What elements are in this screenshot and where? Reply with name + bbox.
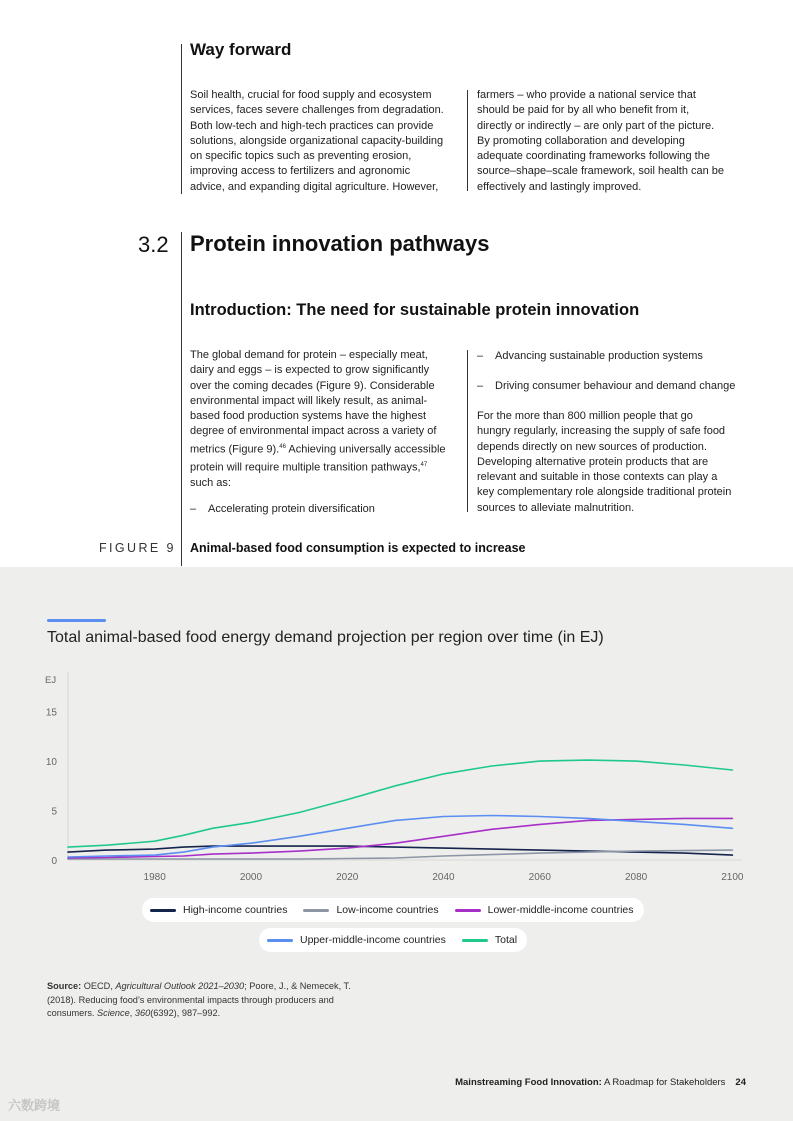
legend-item-high-income[interactable]: [150, 904, 287, 916]
text-line: Soil health, crucial for food supply and ecosystem: [190, 89, 432, 101]
text-line: hungry regularly, increasing the supply of safe food: [477, 425, 726, 438]
text-line: over the coming decades (Figure 9). Considerable: [190, 379, 435, 392]
text-line: based food production systems have the highest: [190, 410, 427, 423]
text-line: The global demand for protein – especially meat,: [190, 349, 428, 361]
x-tick-label: 1980: [143, 872, 166, 883]
text-line: sources to alleviate malnutrition.: [477, 501, 635, 514]
text-line: source–shape–scale framework, soil health can be: [477, 165, 725, 178]
legend-swatch: [303, 909, 329, 912]
text-fragment: metrics (Figure 9).: [190, 443, 280, 456]
legend-label: Lower-middle-income countries: [487, 904, 634, 916]
chart-title: Total animal-based food energy demand projection per region over time (in EJ): [47, 629, 604, 646]
page-footer: [455, 1077, 746, 1088]
legend-row-2: [259, 928, 527, 952]
dash-marker: –: [477, 380, 484, 392]
figure-label: FIGURE 9: [99, 541, 176, 555]
legend-swatch: [267, 939, 293, 942]
text-line: advice, and expanding digital agriculture. However,: [190, 180, 439, 193]
y-tick-label: 15: [45, 707, 57, 719]
section-number: 3.2: [138, 232, 169, 257]
dash-marker: –: [190, 503, 197, 515]
y-axis-label: EJ: [45, 675, 57, 686]
dash-marker: –: [477, 350, 484, 362]
text-fragment: protein will require multiple transition pathways,: [190, 461, 421, 474]
text-line: environmental impact will likely result, as animal-: [190, 394, 428, 407]
source-text: (6392), 987–992.: [150, 1008, 221, 1018]
text-line: such as:: [190, 476, 231, 489]
source-text: ; Poore, J., & Nemecek, T. (2018). Reducing food’s environmental impacts through producers and consumers.: [47, 981, 351, 1018]
legend-swatch: [462, 939, 488, 942]
y-tick-label: 10: [45, 757, 57, 769]
text-line: Both low-tech and high-tech practices can provide: [190, 119, 434, 132]
source-journal: Science: [97, 1008, 130, 1018]
text-line: For the more than 800 million people that go: [477, 410, 693, 422]
text-line: effectively and lastingly improved.: [477, 180, 642, 193]
text-line: directly or indirectly – are only part of the picture.: [477, 119, 715, 132]
text-line: on specific topics such as preventing erosion,: [190, 150, 412, 163]
text-line: improving access to fertilizers and agronomic: [190, 165, 411, 178]
footer-title-rest: A Roadmap for Stakeholders: [601, 1077, 726, 1088]
text-line: should be paid for by all who benefit from it,: [477, 104, 690, 117]
legend-label: High-income countries: [183, 904, 288, 916]
source-text: ,: [129, 1008, 135, 1018]
x-tick-label: 2060: [528, 872, 551, 883]
legend-item-upper-middle-income[interactable]: [267, 934, 446, 946]
text-line: farmers – who provide a national service that: [477, 89, 696, 101]
text-line: services, faces severe challenges from degradation.: [190, 104, 444, 117]
footer-title-bold: Mainstreaming Food Innovation:: [455, 1077, 602, 1088]
figure-source: [47, 980, 377, 1021]
legend-swatch: [150, 909, 176, 912]
page-number: 24: [735, 1077, 746, 1088]
footnote-ref-46[interactable]: 46: [279, 443, 286, 450]
x-tick-label: 2040: [432, 872, 455, 883]
y-tick-label: 5: [51, 806, 57, 818]
footnote-ref-47[interactable]: 47: [420, 461, 428, 468]
legend-item-low-income[interactable]: [303, 904, 438, 916]
text-line: Developing alternative protein products that are: [477, 455, 709, 468]
y-tick-label: 0: [51, 856, 57, 867]
series-line-total: [68, 760, 732, 847]
x-tick-label: 2020: [336, 872, 359, 883]
text-line: depends directly on new sources of production.: [477, 440, 707, 453]
source-label: Source:: [47, 981, 82, 991]
watermark-logo: 六数跨境: [8, 1098, 61, 1113]
source-text: OECD,: [81, 981, 116, 991]
introduction-heading: Introduction: The need for sustainable protein innovation: [190, 301, 640, 319]
legend-item-total[interactable]: [462, 934, 517, 946]
legend-label: Upper-middle-income countries: [300, 934, 446, 946]
legend-label: Total: [494, 934, 518, 946]
x-tick-label: 2000: [239, 872, 263, 883]
way-forward-heading: Way forward: [190, 40, 292, 59]
text-line: relevant and suitable in those contexts can play a: [477, 471, 718, 484]
text-line: By promoting collaboration and developing: [477, 134, 685, 147]
x-tick-label: 2080: [624, 872, 648, 883]
text-line: key complementary role alongside traditional protein: [477, 486, 732, 499]
section-title: Protein innovation pathways: [190, 231, 490, 256]
source-title: Agricultural Outlook 2021–2030: [115, 981, 245, 991]
bullet-text: Driving consumer behaviour and demand change: [495, 380, 736, 392]
legend-row-1: [142, 898, 644, 922]
legend-swatch: [455, 909, 481, 912]
figure-title: Animal-based food consumption is expected to increase: [190, 541, 526, 555]
text-line: dairy and eggs – is expected to grow significantly: [190, 364, 430, 377]
text-fragment: Achieving universally accessible: [285, 443, 446, 456]
source-volume: 360: [134, 1008, 151, 1018]
bullet-text: Accelerating protein diversification: [208, 503, 375, 515]
legend-label: Low-income countries: [336, 904, 439, 916]
text-line: solutions, alongside organizational capacity-building: [190, 134, 444, 147]
text-line: degree of environmental impact across a variety of: [190, 425, 437, 438]
x-tick-label: 2100: [721, 872, 744, 883]
legend-item-lower-middle-income[interactable]: [455, 904, 634, 916]
text-line: adequate coordinating frameworks following the: [477, 150, 710, 163]
bullet-text: Advancing sustainable production systems: [495, 350, 703, 362]
